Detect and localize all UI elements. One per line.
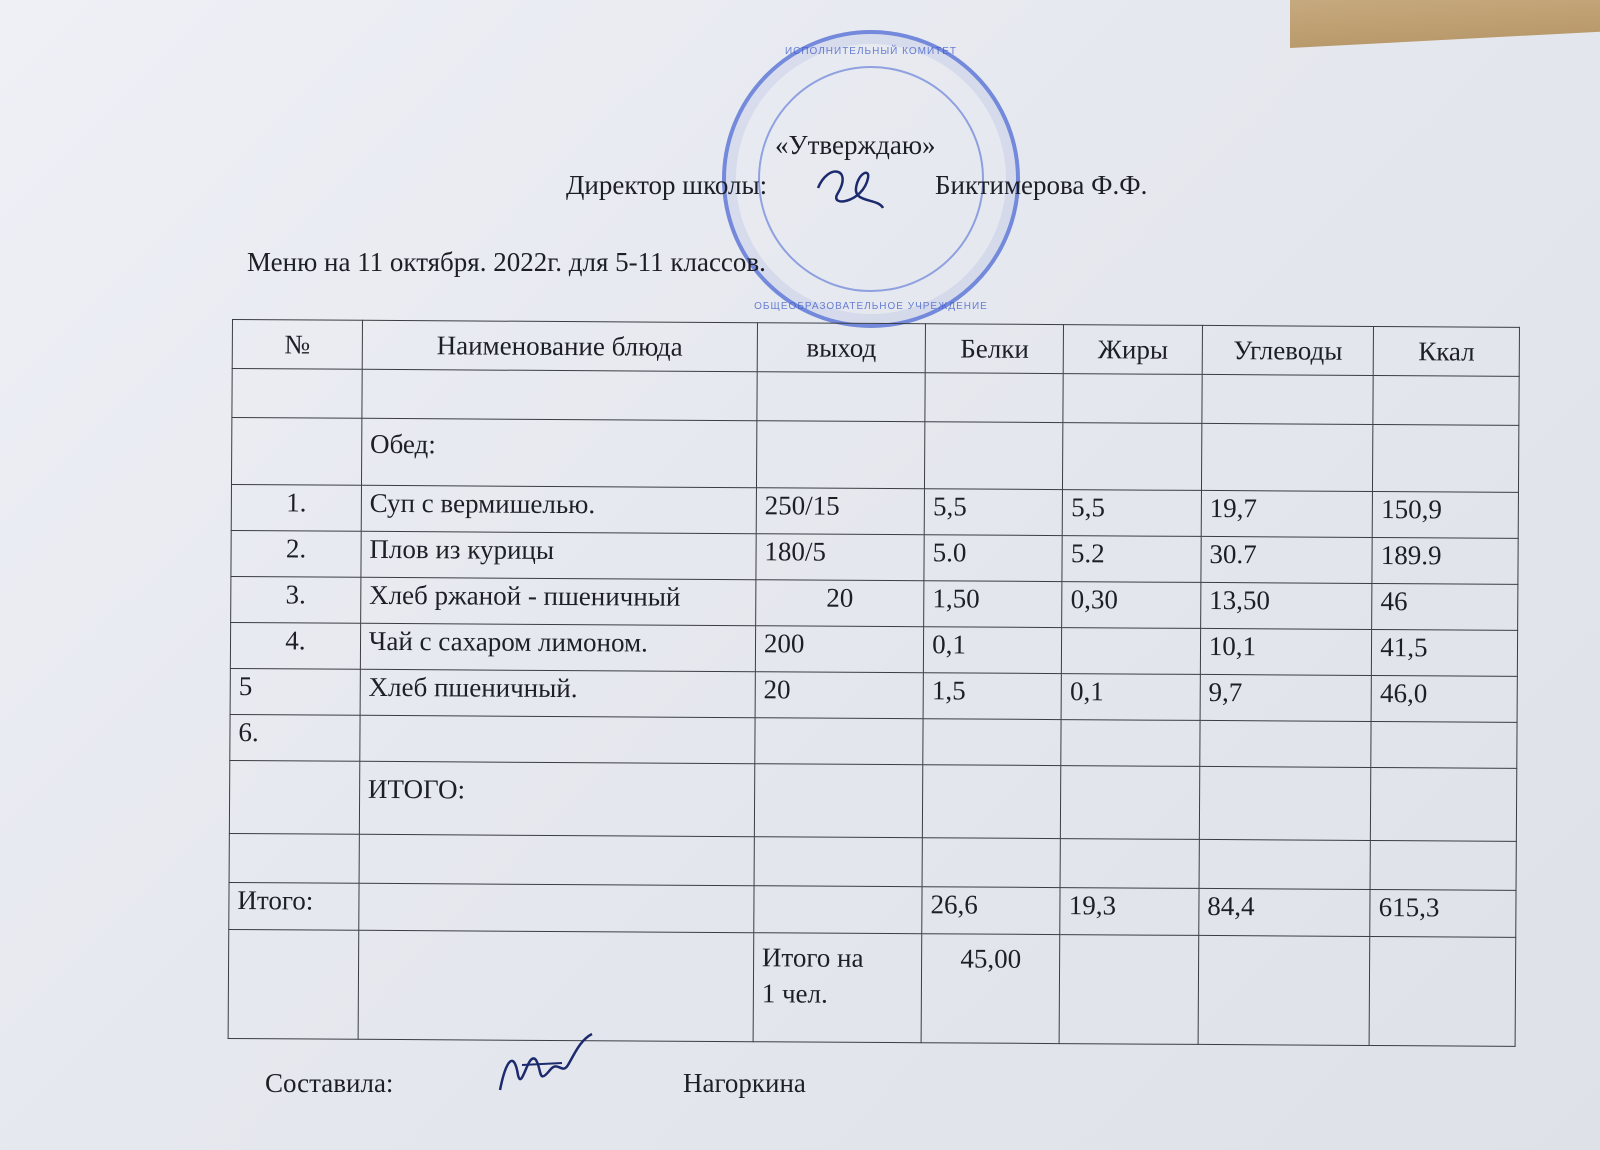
table-cell xyxy=(1061,766,1200,840)
dish-kcal: 46 xyxy=(1372,583,1518,630)
table-cell xyxy=(1199,766,1371,840)
table-cell xyxy=(1371,767,1517,841)
col-header-yield: выход xyxy=(757,323,926,373)
dish-kcal: 41,5 xyxy=(1372,629,1518,676)
dish-name: Чай с сахаром лимоном. xyxy=(360,623,755,671)
table-cell xyxy=(229,833,359,883)
row-number: 6. xyxy=(230,714,360,761)
menu-table xyxy=(228,319,1520,1047)
dish-fat: 0,1 xyxy=(1061,674,1200,721)
table-surface xyxy=(1290,0,1600,48)
lunch-label: Обед: xyxy=(361,418,756,487)
table-cell xyxy=(925,422,1064,490)
dish-protein: 1,50 xyxy=(924,581,1062,628)
dish-kcal: 189.9 xyxy=(1372,537,1518,584)
table-cell xyxy=(1369,936,1515,1046)
per-person-label-line2: 1 чел. xyxy=(761,978,828,1009)
table-cell xyxy=(1063,423,1202,491)
dish-fat: 5,5 xyxy=(1063,490,1202,537)
table-cell xyxy=(922,765,1061,839)
table-cell xyxy=(1063,374,1202,424)
table-row xyxy=(230,622,1517,676)
dish-kcal xyxy=(1371,721,1517,768)
table-cell xyxy=(1373,424,1519,492)
table-cell xyxy=(228,929,358,1039)
dish-yield: 200 xyxy=(755,626,924,673)
table-row xyxy=(230,714,1517,768)
dish-yield: 180/5 xyxy=(756,534,925,581)
col-header-protein: Белки xyxy=(925,324,1064,374)
table-cell xyxy=(362,369,757,420)
dish-protein xyxy=(923,719,1061,766)
dish-protein: 1,5 xyxy=(923,673,1061,720)
table-cell xyxy=(754,764,923,838)
table-cell xyxy=(756,421,925,489)
table-cell xyxy=(1198,935,1370,1045)
table-cell xyxy=(231,418,361,486)
dish-fat: 5.2 xyxy=(1062,536,1201,583)
table-header-row xyxy=(232,320,1519,377)
col-header-kcal: Ккал xyxy=(1373,326,1519,376)
total-carbs: 84,4 xyxy=(1199,888,1371,936)
per-person-label-line1: Итого на xyxy=(761,942,864,973)
dish-name xyxy=(360,715,755,763)
col-header-carbs: Углеводы xyxy=(1202,325,1374,375)
table-cell xyxy=(229,760,359,834)
total-label: Итого: xyxy=(229,882,359,930)
approve-heading: «Утверждаю» xyxy=(775,130,936,160)
table-row-total xyxy=(229,882,1516,937)
table-cell xyxy=(1201,423,1373,491)
row-number: 4. xyxy=(230,622,360,669)
table-cell xyxy=(359,834,754,885)
table-row xyxy=(230,668,1517,722)
dish-protein: 5.0 xyxy=(924,535,1062,582)
dish-carbs: 13,50 xyxy=(1200,582,1372,629)
row-number: 5 xyxy=(230,668,360,715)
table-cell xyxy=(359,883,754,932)
table-cell xyxy=(925,373,1064,423)
compiler-label: Составила: xyxy=(265,1068,394,1098)
table-row-empty xyxy=(229,833,1516,890)
table-row-lunch xyxy=(231,418,1518,493)
table-cell xyxy=(757,372,926,422)
table-cell xyxy=(1059,935,1198,1045)
total-fat: 19,3 xyxy=(1060,888,1199,936)
table-cell xyxy=(1202,374,1374,424)
table-row-subtotal xyxy=(229,760,1516,841)
compiler-name: Нагоркина xyxy=(683,1068,806,1098)
dish-carbs: 9,7 xyxy=(1200,674,1372,721)
dish-carbs xyxy=(1200,720,1372,767)
col-header-fat: Жиры xyxy=(1064,325,1203,375)
table-row-per-person xyxy=(228,929,1516,1046)
table-cell xyxy=(1373,375,1519,425)
dish-protein: 5,5 xyxy=(924,489,1062,536)
dish-kcal: 150,9 xyxy=(1372,491,1518,538)
per-person-label xyxy=(753,933,922,1043)
table-cell xyxy=(1060,839,1199,889)
table-cell xyxy=(754,886,923,934)
stamp-top-text: ИСПОЛНИТЕЛЬНЫЙ КОМИТЕТ xyxy=(784,46,958,57)
per-person-value: 45,00 xyxy=(921,934,1060,1044)
dish-fat xyxy=(1061,720,1200,767)
dish-protein: 0,1 xyxy=(923,627,1061,674)
dish-kcal: 46,0 xyxy=(1371,675,1517,722)
stamp-bottom-text: ОБЩЕОБРАЗОВАТЕЛЬНОЕ УЧРЕЖДЕНИЕ xyxy=(754,301,988,312)
table-cell xyxy=(232,369,362,419)
menu-title: Меню на 11 октября. 2022г. для 5-11 классов. xyxy=(247,247,766,277)
table-row xyxy=(231,576,1518,630)
dish-yield: 250/15 xyxy=(756,488,925,535)
col-header-dish: Наименование блюда xyxy=(362,320,757,371)
row-number: 1. xyxy=(231,484,361,531)
table-row xyxy=(231,484,1518,538)
dish-fat: 0,30 xyxy=(1062,582,1201,629)
table-row xyxy=(231,530,1518,584)
table-row-empty xyxy=(232,369,1519,426)
dish-name: Хлеб пшеничный. xyxy=(360,669,755,717)
table-cell xyxy=(1199,839,1371,889)
table-cell xyxy=(358,930,754,1041)
dish-carbs: 19,7 xyxy=(1201,490,1373,537)
dish-fat xyxy=(1062,628,1201,675)
dish-carbs: 30.7 xyxy=(1201,536,1373,583)
dish-carbs: 10,1 xyxy=(1200,628,1372,675)
dish-yield: 20 xyxy=(755,672,924,719)
total-protein: 26,6 xyxy=(922,887,1061,935)
col-header-number: № xyxy=(232,320,362,370)
director-signature-icon xyxy=(808,158,888,218)
table-cell xyxy=(1370,840,1516,890)
total-kcal: 615,3 xyxy=(1370,889,1516,937)
row-number: 2. xyxy=(231,530,361,577)
dish-name: Суп с вермишелью. xyxy=(361,485,756,533)
dish-name: Плов из курицы xyxy=(361,531,756,579)
dish-name: Хлеб ржаной - пшеничный xyxy=(360,577,755,625)
row-number: 3. xyxy=(231,576,361,623)
director-name: Биктимерова Ф.Ф. xyxy=(935,170,1148,200)
table-cell xyxy=(922,838,1061,888)
dish-yield xyxy=(755,718,924,765)
director-label: Директор школы: xyxy=(566,170,768,200)
dish-yield: 20 xyxy=(755,580,924,627)
table-cell xyxy=(754,837,923,887)
subtotal-label: ИТОГО: xyxy=(359,761,754,836)
